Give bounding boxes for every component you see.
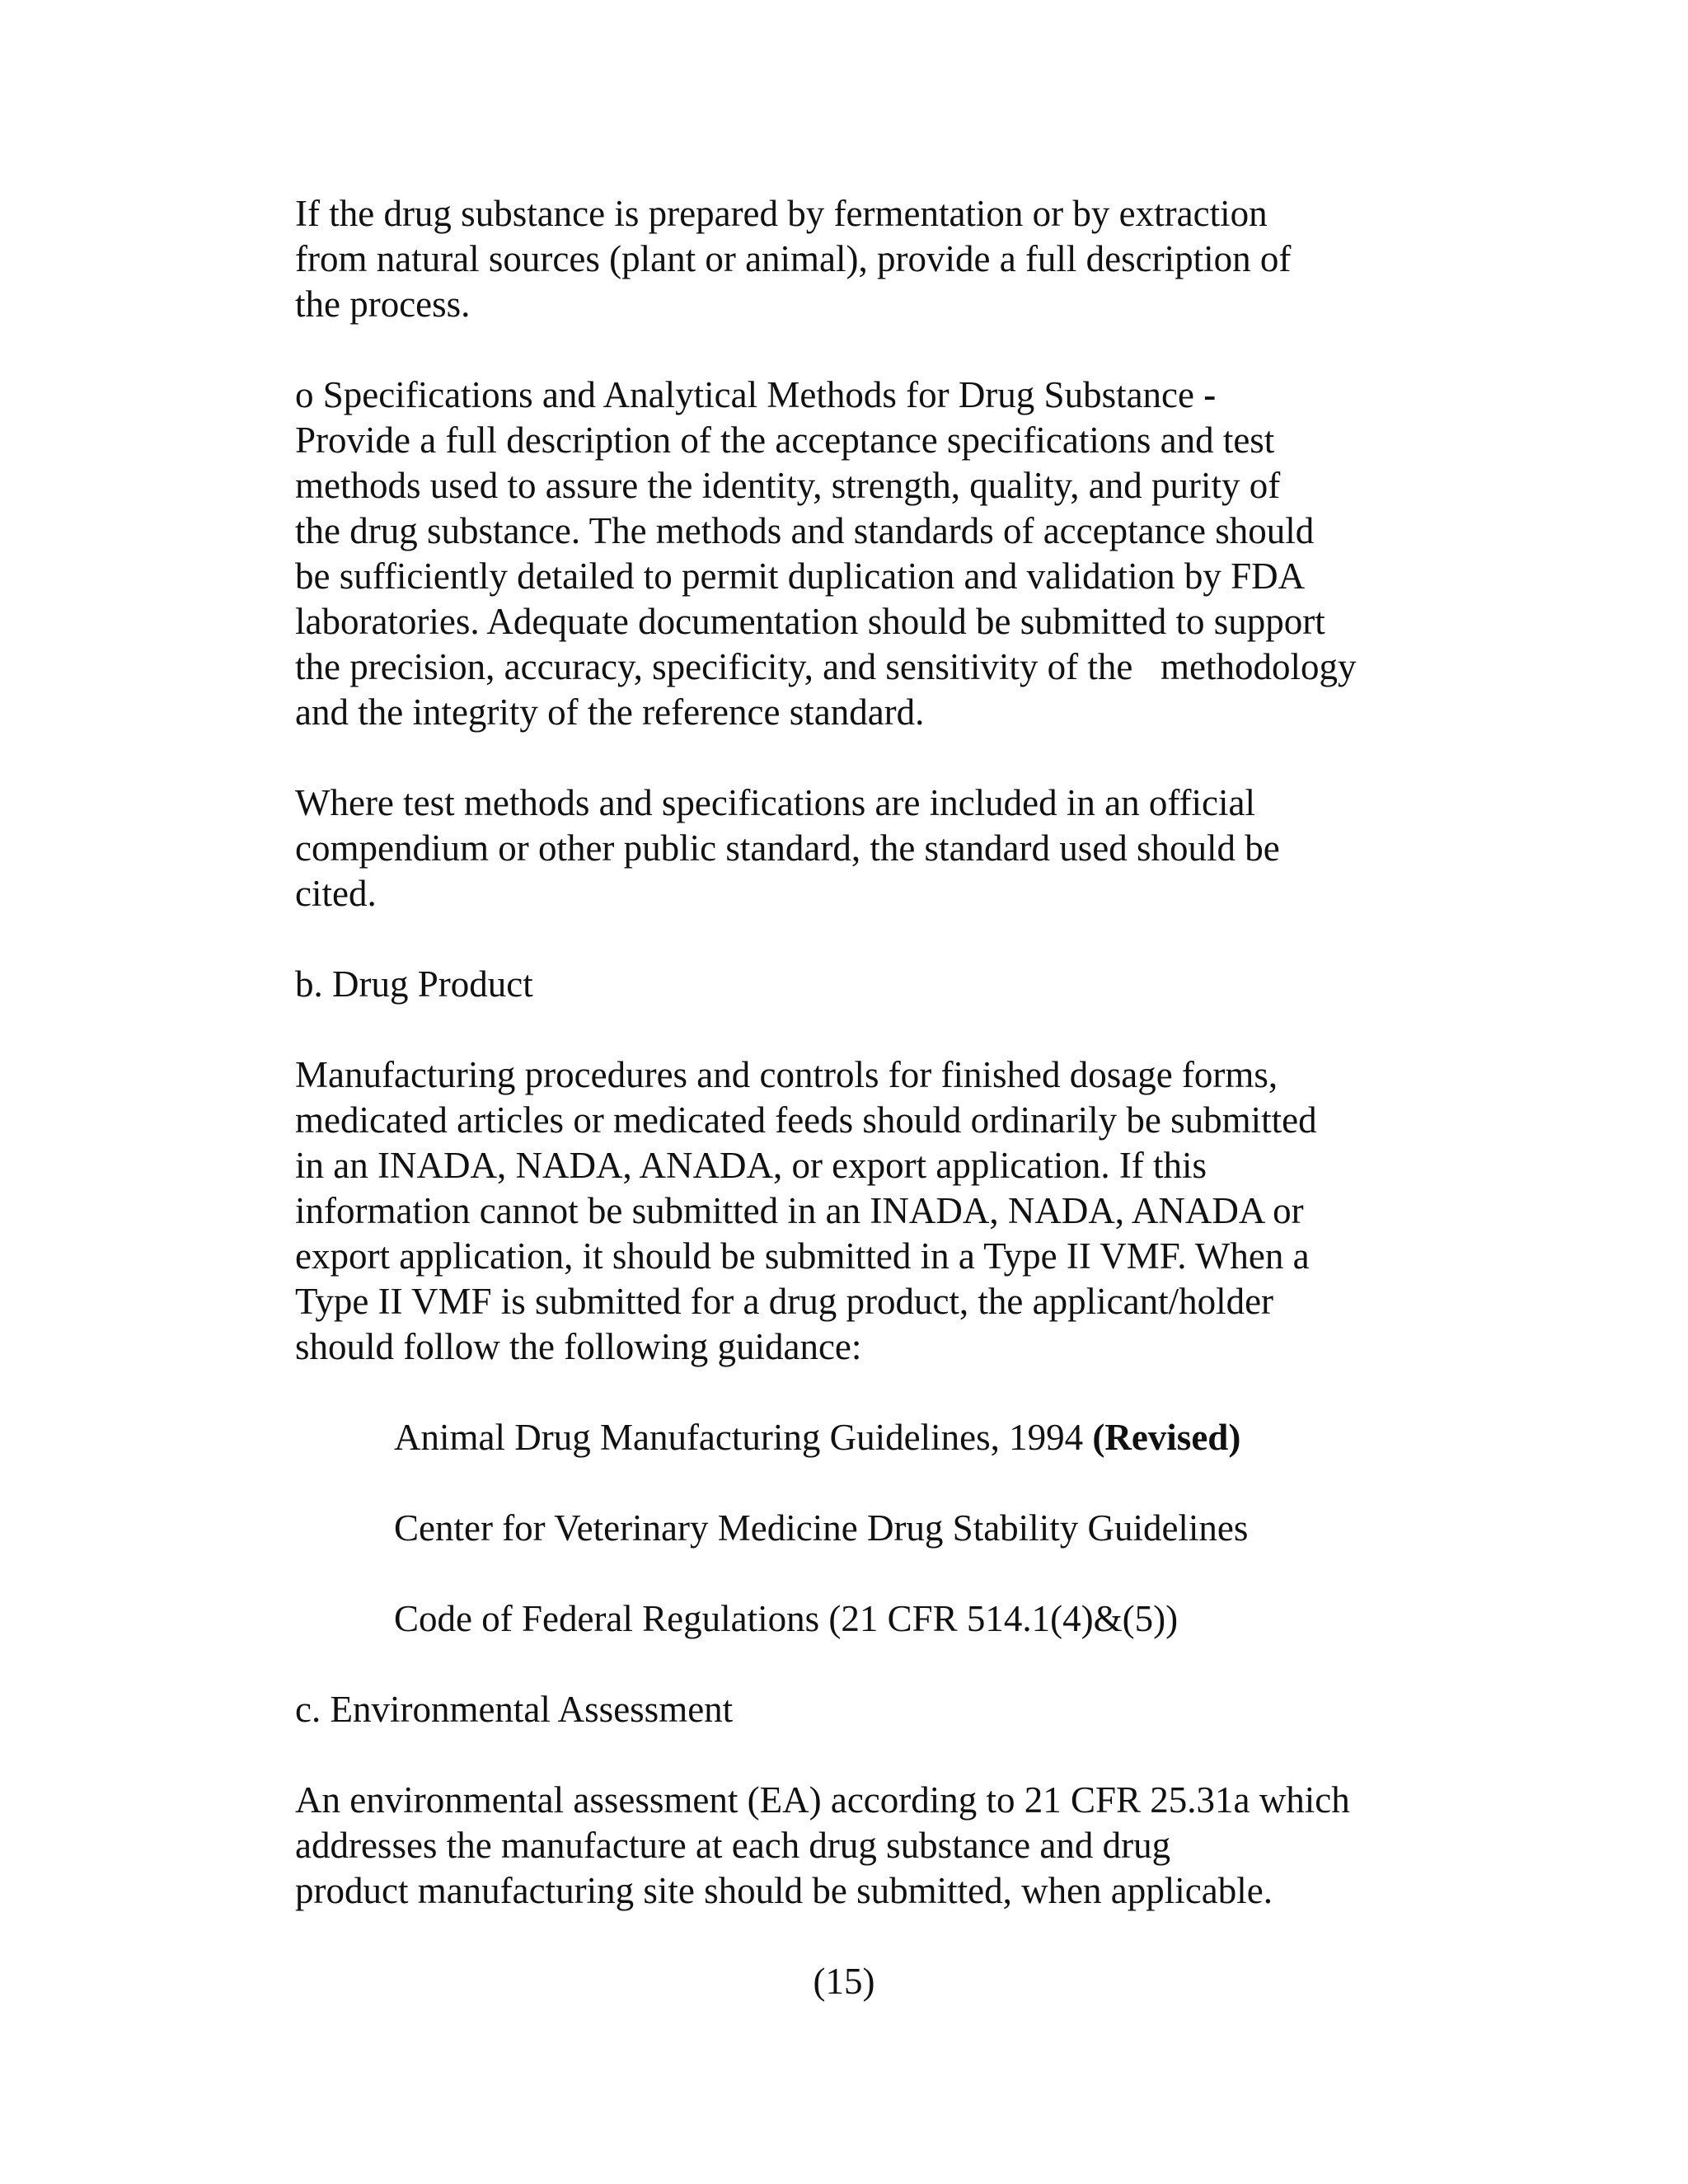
text-line: from natural sources (plant or animal), provide a full description of: [295, 238, 1292, 279]
text-line: If the drug substance is prepared by fermentation or by extraction: [295, 193, 1268, 234]
paragraph-manufacturing: [295, 1052, 1449, 1370]
guidance-item-2: [394, 1506, 1548, 1551]
text-line: methods used to assure the identity, strength, quality, and purity of: [295, 465, 1281, 506]
text-line: the drug substance. The methods and standards of acceptance should: [295, 510, 1315, 551]
text-line: compendium or other public standard, the standard used should be: [295, 827, 1280, 869]
heading-environmental-assessment: [295, 1687, 1449, 1732]
guidance-item-1: [394, 1415, 1548, 1460]
guidance-text: Center for Veterinary Medicine Drug Stability Guidelines: [394, 1507, 1249, 1549]
text-line: cited.: [295, 873, 377, 914]
text-line: medicated articles or medicated feeds should ordinarily be submitted: [295, 1099, 1317, 1141]
section-heading: b. Drug Product: [295, 963, 533, 1005]
text-line: Type II VMF is submitted for a drug product, the applicant/holder: [295, 1281, 1274, 1322]
text-line: Where test methods and specifications are included in an official: [295, 782, 1255, 823]
page-number: (15): [813, 1961, 875, 2002]
text-line: laboratories. Adequate documentation should be submitted to support: [295, 601, 1325, 642]
text-line: Provide a full description of the acceptance specifications and test: [295, 419, 1275, 461]
guidance-text: Code of Federal Regulations (21 CFR 514.1(4)&(5)): [394, 1598, 1179, 1639]
text-line: addresses the manufacture at each drug substance and drug: [295, 1825, 1171, 1866]
paragraph-specifications: [295, 373, 1449, 735]
text-line: Manufacturing procedures and controls for finished dosage forms,: [295, 1054, 1278, 1095]
heading-drug-product: [295, 962, 1449, 1007]
heading-dash: -: [1203, 374, 1217, 415]
guidance-item-3: [394, 1596, 1548, 1642]
text-line: and the integrity of the reference standard.: [295, 691, 925, 733]
text-line: the precision, accuracy, specificity, and sensitivity of the methodology: [295, 646, 1357, 687]
text-line: in an INADA, NADA, ANADA, or export application. If this: [295, 1145, 1207, 1186]
paragraph-environmental: [295, 1778, 1449, 1914]
text-line: export application, it should be submitted in a Type II VMF. When a: [295, 1235, 1310, 1277]
text-line: be sufficiently detailed to permit duplication and validation by FDA: [295, 555, 1306, 597]
text-line: product manufacturing site should be submitted, when applicable.: [295, 1870, 1273, 1911]
section-heading: c. Environmental Assessment: [295, 1689, 734, 1730]
paragraph-official-compendium: [295, 780, 1449, 916]
revised-label: (Revised): [1092, 1417, 1241, 1458]
text-line: information cannot be submitted in an INADA, NADA, ANADA or: [295, 1190, 1304, 1231]
text-line: the process.: [295, 284, 471, 325]
specifications-heading: o Specifications and Analytical Methods for Drug Substance: [295, 374, 1204, 415]
paragraph-fermentation: [295, 191, 1449, 327]
section-heading-line: [295, 373, 1449, 418]
guidance-line: [394, 1415, 1548, 1460]
guidance-text: Animal Drug Manufacturing Guidelines, 1994: [394, 1417, 1093, 1458]
text-line: should follow the following guidance:: [295, 1326, 862, 1367]
text-line: An environmental assessment (EA) according to 21 CFR 25.31a which: [295, 1779, 1350, 1821]
